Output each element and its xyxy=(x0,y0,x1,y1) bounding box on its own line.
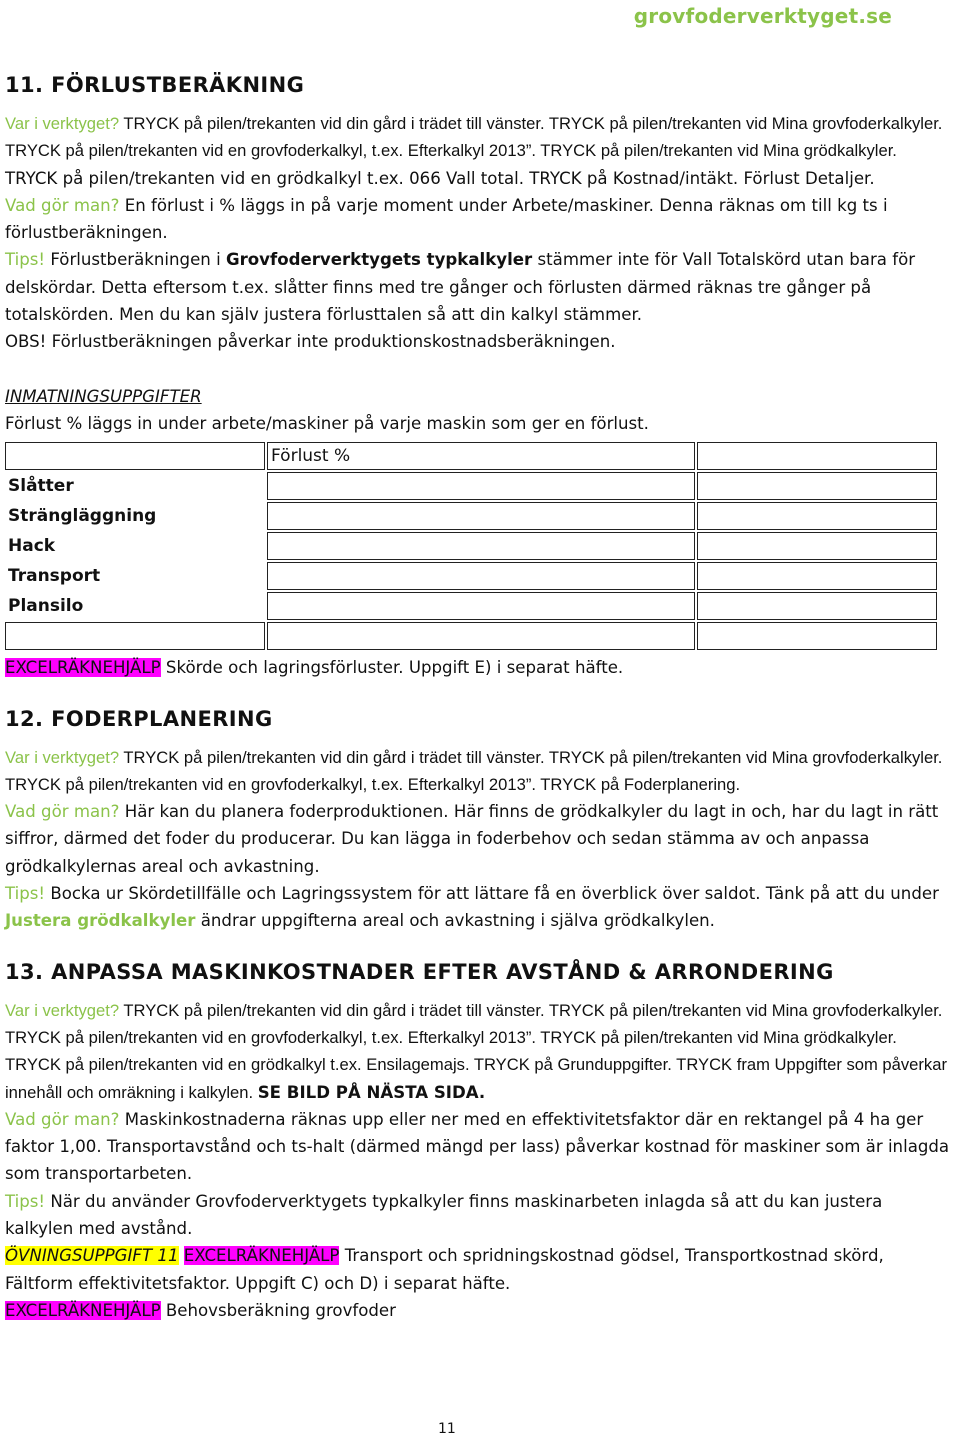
excel-text: Skörde och lagringsförluster. Uppgift E) i separat häfte. xyxy=(160,658,624,678)
excel-label: EXCELRÄKNEHJÄLP xyxy=(5,658,161,678)
section-11-title: 11. FÖRLUSTBERÄKNING xyxy=(5,73,305,97)
tips-label: Tips! xyxy=(5,1191,46,1211)
row-label-hack: Hack xyxy=(8,536,56,557)
var-label: Var i verktyget? xyxy=(5,747,120,767)
loss-input-hack[interactable] xyxy=(267,532,695,560)
var-text: TRYCK på pilen/trekanten vid en grödkalkyl t.ex. 066 Vall total. TRYCK på Kostnad/intäkt. Förlust Detaljer. xyxy=(5,168,875,188)
excel2-paragraph xyxy=(5,1297,953,1324)
section-11-vad-paragraph xyxy=(5,192,953,247)
vad-label: Vad gör man? xyxy=(5,195,120,215)
var-text: TRYCK på pilen/trekanten vid din gård i trädet till vänster. TRYCK på pilen/trekanten vid Mina grovfoderkalkyler. TRYCK på pilen/trekanten vid en grovfoderkalkyl, t.ex. xyxy=(5,747,943,794)
section-13-var-paragraph xyxy=(5,997,953,1106)
page-content xyxy=(5,70,953,1324)
excel-paragraph xyxy=(5,654,953,681)
var-label: Var i verktyget? xyxy=(5,1000,120,1020)
table-cell xyxy=(697,562,937,590)
section-11-tips-paragraph xyxy=(5,246,953,328)
tips-text: stämmer inte för Vall Totalskörd utan bara för delskördar. Detta eftersom t.ex. slåtter finns med tre gånger och förlusten därmed räknas tre gånger på totalskörden. Men du kan själv justera förlusttalen så att din kalkyl stämmer. xyxy=(5,250,916,325)
obs-paragraph: OBS! Förlustberäkningen påverkar inte produktionskostnadsberäkningen. xyxy=(5,332,616,352)
table-row xyxy=(5,532,937,560)
var-text: Efterkalkyl 2013”. TRYCK på Foderplanering. xyxy=(403,774,741,794)
table-cell xyxy=(697,472,937,500)
excel-text: Behovsberäkning grovfoder xyxy=(160,1300,396,1320)
tips-label: Tips! xyxy=(5,250,46,270)
loss-input-slatter[interactable] xyxy=(267,472,695,500)
vad-label: Vad gör man? xyxy=(5,1109,120,1129)
see-next-page: SE BILD PÅ NÄSTA SIDA. xyxy=(257,1082,486,1102)
table-cell xyxy=(697,532,937,560)
excel-text: Transport och spridningskostnad gödsel, Transportkostnad skörd, Fältform effektivitetsfaktor. Uppgift C) och D) i separat häfte. xyxy=(5,1246,884,1293)
table-cell xyxy=(697,592,937,620)
table-row xyxy=(5,502,937,530)
table-cell xyxy=(267,622,695,650)
vad-label: Vad gör man? xyxy=(5,802,120,822)
table-cell xyxy=(697,622,937,650)
vad-text: Maskinkostnaderna räknas upp eller ner med en effektivitetsfaktor där en rektangel på 4 ha ger faktor 1,00. Transportavstånd och ts-halt (därmed mängd per lass) påverkar kostnad för maskiner som är inlagda som transportarbeten. xyxy=(5,1109,950,1184)
exercise-label: ÖVNINGSUPPGIFT 11 xyxy=(5,1246,179,1266)
var-text: Efterkalkyl 2013”. TRYCK på pilen/trekanten vid Mina grödkalkyler. xyxy=(403,141,897,161)
loss-percent-header: Förlust % xyxy=(267,442,695,470)
table-row xyxy=(5,562,937,590)
table-row xyxy=(5,622,937,650)
section-13-vad-paragraph xyxy=(5,1106,953,1188)
section-13-tips-paragraph xyxy=(5,1188,953,1243)
section-11-var-paragraph xyxy=(5,110,953,192)
tips-text: ändrar uppgifterna areal och avkastning i själva grödkalkylen. xyxy=(195,911,715,931)
input-heading: INMATNINGSUPPGIFTER xyxy=(5,386,202,406)
table-cell xyxy=(5,442,265,470)
tips-text: När du använder Grovfoderverktygets typkalkyler finns maskinarbeten inlagda så att du kan justera kalkylen med avstånd. xyxy=(5,1191,883,1239)
var-text: Efterkalkyl 2013”. TRYCK på pilen/trekanten vid Mina grödkalkyler. TRYCK på pilen/trekanten vid en grödkalkyl t.ex. Ensilagemajs. TRYCK på Grunduppgifter. TRYCK fram Uppgifter som påverkar innehåll och omräkning i kalkylen. xyxy=(5,1027,947,1102)
var-label: Var i verktyget? xyxy=(5,114,120,133)
tips-text: Förlustberäkningen i xyxy=(45,250,226,270)
tips-text: Bocka ur Skördetillfälle och Lagringssystem för att lättare få en överblick över saldot. Tänk på att du under xyxy=(45,884,939,904)
loss-table xyxy=(3,440,939,652)
excel-label: EXCELRÄKNEHJÄLP xyxy=(5,1300,161,1320)
var-text: TRYCK på pilen/trekanten vid din gård i trädet till vänster. TRYCK på pilen/trekanten vid Mina grovfoderkalkyler. TRYCK på pilen/trekanten vid en grovfoderkalkyl, t.ex. xyxy=(5,114,943,161)
table-row xyxy=(5,592,937,620)
row-label-plansilo: Plansilo xyxy=(8,596,84,617)
section-12-var-paragraph xyxy=(5,744,953,799)
table-cell xyxy=(697,502,937,530)
section-12-vad-paragraph xyxy=(5,798,953,880)
input-description: Förlust % läggs in under arbete/maskiner på varje maskin som ger en förlust. xyxy=(5,413,649,433)
brand-name: grovfoderverktyget.se xyxy=(633,4,892,28)
vad-text: En förlust i % läggs in på varje moment under Arbete/maskiner. Denna räknas om till kg ts i förlustberäkningen. xyxy=(5,195,888,243)
vad-text: Här kan du planera foderproduktionen. Här finns de grödkalkyler du lagt in och, har du lagt in rätt siffror, därmed det foder du producerar. Du kan lägga in foderbehov och sedan stämma av och anpassa grödkalkylernas areal och avkastning. xyxy=(5,802,939,876)
table-header-row xyxy=(5,442,937,470)
exercise-paragraph xyxy=(5,1242,953,1297)
row-label-transport: Transport xyxy=(8,566,101,587)
table-row xyxy=(5,472,937,500)
table-cell xyxy=(5,622,265,650)
loss-input-plansilo[interactable] xyxy=(267,592,695,620)
var-text: TRYCK på pilen/trekanten vid din gård i trädet till vänster. TRYCK på pilen/trekanten vid Mina grovfoderkalkyler. TRYCK på pilen/trekanten vid en grovfoderkalkyl, t.ex. xyxy=(5,1000,943,1047)
section-12-title: 12. FODERPLANERING xyxy=(5,706,273,731)
section-13-title: 13. ANPASSA MASKINKOSTNADER EFTER AVSTÅND & ARRONDERING xyxy=(5,959,834,984)
row-label-slatter: Slåtter xyxy=(8,476,74,497)
justera-grodkalkyler-link[interactable]: Justera grödkalkyler xyxy=(5,911,196,931)
page-number: 11 xyxy=(438,1421,456,1437)
excel-label: EXCELRÄKNEHJÄLP xyxy=(183,1246,340,1266)
section-12-tips-paragraph xyxy=(5,880,953,935)
row-label-stranglaggning: Strängläggning xyxy=(8,506,157,527)
table-cell xyxy=(697,442,937,470)
tips-label: Tips! xyxy=(5,884,46,904)
loss-input-stranglaggning[interactable] xyxy=(267,502,695,530)
loss-input-transport[interactable] xyxy=(267,562,695,590)
tips-bold: Grovfoderverktygets typkalkyler xyxy=(225,250,533,270)
